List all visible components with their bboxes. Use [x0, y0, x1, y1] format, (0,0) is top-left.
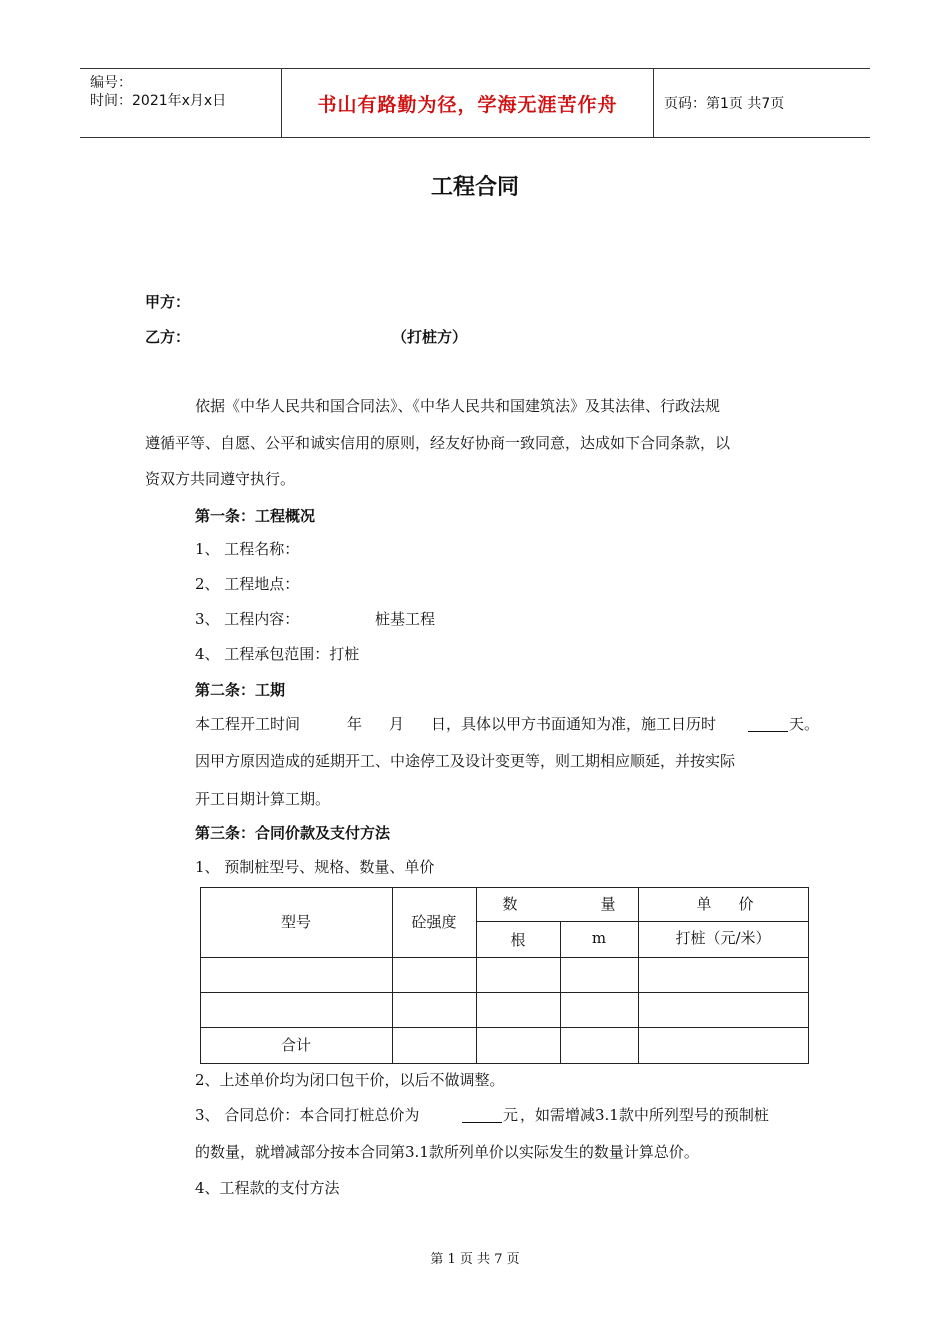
page-footer: 第 1 页 共 7 页 [430, 1252, 520, 1267]
total-price-blank [462, 1104, 502, 1123]
table-subheader-meters: m [591, 929, 607, 947]
time-label: 时间：2021年x月x日 [90, 93, 227, 109]
table-subheader-pile-price: 打桩（元/米） [675, 929, 771, 947]
pile-spec-table [200, 887, 809, 1064]
article-3-item-3-label: 3、 合同总价：本合同打桩总价为 [195, 1106, 420, 1124]
header-meta-cell [80, 69, 282, 137]
article-2-year: 年 [347, 715, 363, 733]
article-1-item-3: 3、 工程内容： [195, 610, 300, 628]
article-1-item-1: 1、 工程名称： [195, 540, 300, 558]
table-border-right [808, 887, 809, 1064]
article-2-line-2: 因甲方原因造成的延期开工、中途停工及设计变更等，则工期相应顺延，并按实际 [195, 752, 736, 770]
article-2-start-label: 本工程开工时间 [195, 715, 301, 733]
document-title: 工程合同 [430, 175, 519, 200]
article-1-item-4: 4、 工程承包范围：打桩 [195, 645, 360, 663]
article-3-item-4: 4、工程款的支付方法 [195, 1179, 340, 1197]
table-subheader-count: 根 [510, 931, 526, 949]
duration-blank [748, 713, 788, 732]
table-col-line-2 [476, 887, 477, 1064]
article-1-item-2: 2、 工程地点： [195, 575, 300, 593]
table-header-model: 型号 [280, 913, 311, 931]
document-header [80, 68, 870, 138]
table-header-strength: 砼强度 [411, 913, 457, 931]
article-2-line-3: 开工日期计算工期。 [195, 790, 331, 808]
article-2-heading: 第二条：工期 [195, 681, 286, 699]
article-3-heading: 第三条：合同价款及支付方法 [195, 824, 391, 842]
table-line-row-2 [200, 1027, 809, 1028]
table-header-quantity-b: 量 [600, 895, 616, 913]
article-2-days-unit: 天。 [789, 715, 820, 733]
article-3-item-3-line-2: 的数量，就增减部分按本合同第3.1款所列单价以实际发生的数量计算总价。 [195, 1143, 699, 1161]
intro-line-3: 资双方共同遵守执行。 [145, 470, 296, 488]
header-page-info: 页码：第1页 共7页 [664, 96, 785, 112]
table-line-subheader [476, 921, 809, 922]
article-2-month: 月 [389, 715, 405, 733]
article-2-day-text: 日，具体以甲方书面通知为准，施工日历时 [431, 715, 717, 733]
table-header-quantity-a: 数 [502, 895, 518, 913]
article-1-heading: 第一条：工程概况 [195, 507, 316, 525]
table-header-price-a: 单 [696, 895, 712, 913]
table-total-label: 合计 [280, 1036, 311, 1054]
table-line-row-1 [200, 992, 809, 993]
table-line-header-bottom [200, 957, 809, 958]
article-3-item-1: 1、 预制桩型号、规格、数量、单价 [195, 858, 435, 876]
table-header-price-b: 价 [738, 895, 754, 913]
intro-line-1: 依据《中华人民共和国合同法》、《中华人民共和国建筑法》及其法律、行政法规 [195, 397, 721, 415]
number-label: 编号： [90, 75, 132, 91]
article-3-item-3-rest: ，如需增减3.1款中所列型号的预制桩 [520, 1106, 769, 1124]
table-border-top [200, 887, 809, 888]
party-b-role: （打桩方） [392, 328, 468, 346]
intro-line-2: 遵循平等、自愿、公平和诚实信用的原则，经友好协商一致同意，达成如下合同条款，以 [145, 434, 731, 452]
article-3-item-2: 2、上述单价均为闭口包干价，以后不做调整。 [195, 1071, 505, 1089]
party-b-label: 乙方： [145, 328, 191, 346]
article-1-item-3-value: 桩基工程 [375, 610, 436, 628]
total-price-unit: 元 [503, 1106, 519, 1124]
header-motto: 书山有路勤为径，学海无涯苦作舟 [282, 69, 654, 137]
party-a-label: 甲方： [145, 293, 191, 311]
table-border-bottom [200, 1063, 809, 1064]
table-col-line-4 [638, 887, 639, 1064]
